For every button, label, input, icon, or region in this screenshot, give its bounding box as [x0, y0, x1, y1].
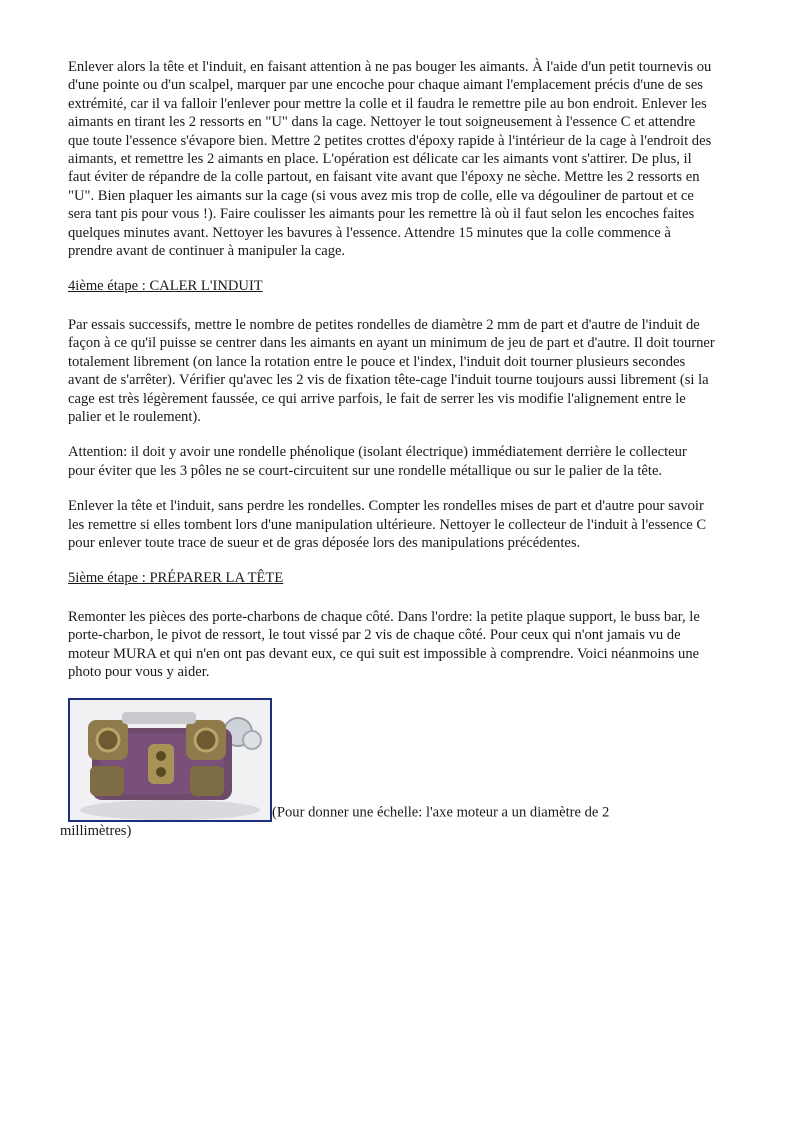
heading-step-4: 4ième étape : CALER L'INDUIT [68, 278, 263, 295]
document-page [60, 58, 716, 841]
paragraph-magnets: Enlever alors la tête et l'induit, en faisant attention à ne pas bouger les aimants. À l'aide d'un petit tournevis ou d'une pointe ou d'un scalpel, marquer par une encoche pour chaque aimant l'emplacement précis d'une de ses extrémité, car il va falloir l'enlever pour mettre la colle et il faudra le remettre pile au bon endroit. Enlever les aimants en tirant les 2 ressorts en "U" dans la cage. Nettoyer le tout soigneusement à l'essence C et attendre que toute l'essence s'évapore bien. Mettre 2 petites crottes d'époxy rapide à l'intérieur de la cage à l'endroit des aimants, et remettre les 2 aimants en place. L'opération est délicate car les aimants vont s'attirer. De plus, il faut éviter de répandre de la colle partout, en faisant vite avant que l'époxy ne sèche. Mettre les 2 ressorts en "U". Bien plaquer les aimants sur la cage (si vous avez mis trop de colle, elle va dégouliner de partout et ce sera tant pis pour vous !). Faire coulisser les aimants pour les remettre là où il faut selon les encoches faites quelques minutes avant. Nettoyer les bavures à l'essence. Attendre 15 minutes que la colle commence à prendre avant de continuer à manipuler la cage. [68, 59, 712, 260]
paragraph-washers: Par essais successifs, mettre le nombre de petites rondelles de diamètre 2 mm de part et d'autre de l'induit de façon à ce qu'il puisse se centrer dans les aimants en ayant un minimum de jeu de part et d'autre. Il doit tourner totalement librement (on lance la rotation entre le pouce et l'index, l'induit doit tourner plusieurs secondes avant de s'arrêter). Vérifier qu'avec les 2 vis de fixation tête-cage l'induit tourne toujours aussi librement (si la cage est très légèrement faussée, ce qui arrive parfois, le fait de serrer les vis modifie l'alignement entre le palier et le roulement). [68, 316, 715, 425]
photo-with-caption [60, 698, 716, 840]
paragraph-brush-holders: Remonter les pièces des porte-charbons de chaque côté. Dans l'ordre: la petite plaque support, le buss bar, le porte-charbon, le pivot de ressort, le tout vissé par 2 vis de chaque côté. Pour ceux qui n'ont jamais vu de moteur MURA et qui n'en ont pas devant eux, ce qui suit est impossible à comprendre. Voici néanmoins une photo pour vous y aider. [68, 608, 700, 680]
photo-caption-line-2: millimètres) [60, 823, 132, 840]
photo-caption-line-1: (Pour donner une échelle: l'axe moteur a un diamètre de 2 [272, 804, 610, 821]
paragraph-attention: Attention: il doit y avoir une rondelle phénolique (isolant électrique) immédiatement derrière le collecteur pour éviter que les 3 pôles ne se court-circuitent sur une rondelle métallique ou sur le palier de la tête. [68, 444, 687, 479]
motor-photo-image [68, 698, 272, 822]
heading-step-5: 5ième étape : PRÉPARER LA TÊTE [68, 570, 284, 587]
paragraph-cleaning: Enlever la tête et l'induit, sans perdre les rondelles. Compter les rondelles mises de part et d'autre pour savoir les remettre si elles tombent lors d'une manipulation ultérieure. Nettoyer le collecteur de l'induit à l'essence C pour enlever toute trace de sueur et de gras déposée lors des manipulations précédentes. [68, 498, 707, 551]
